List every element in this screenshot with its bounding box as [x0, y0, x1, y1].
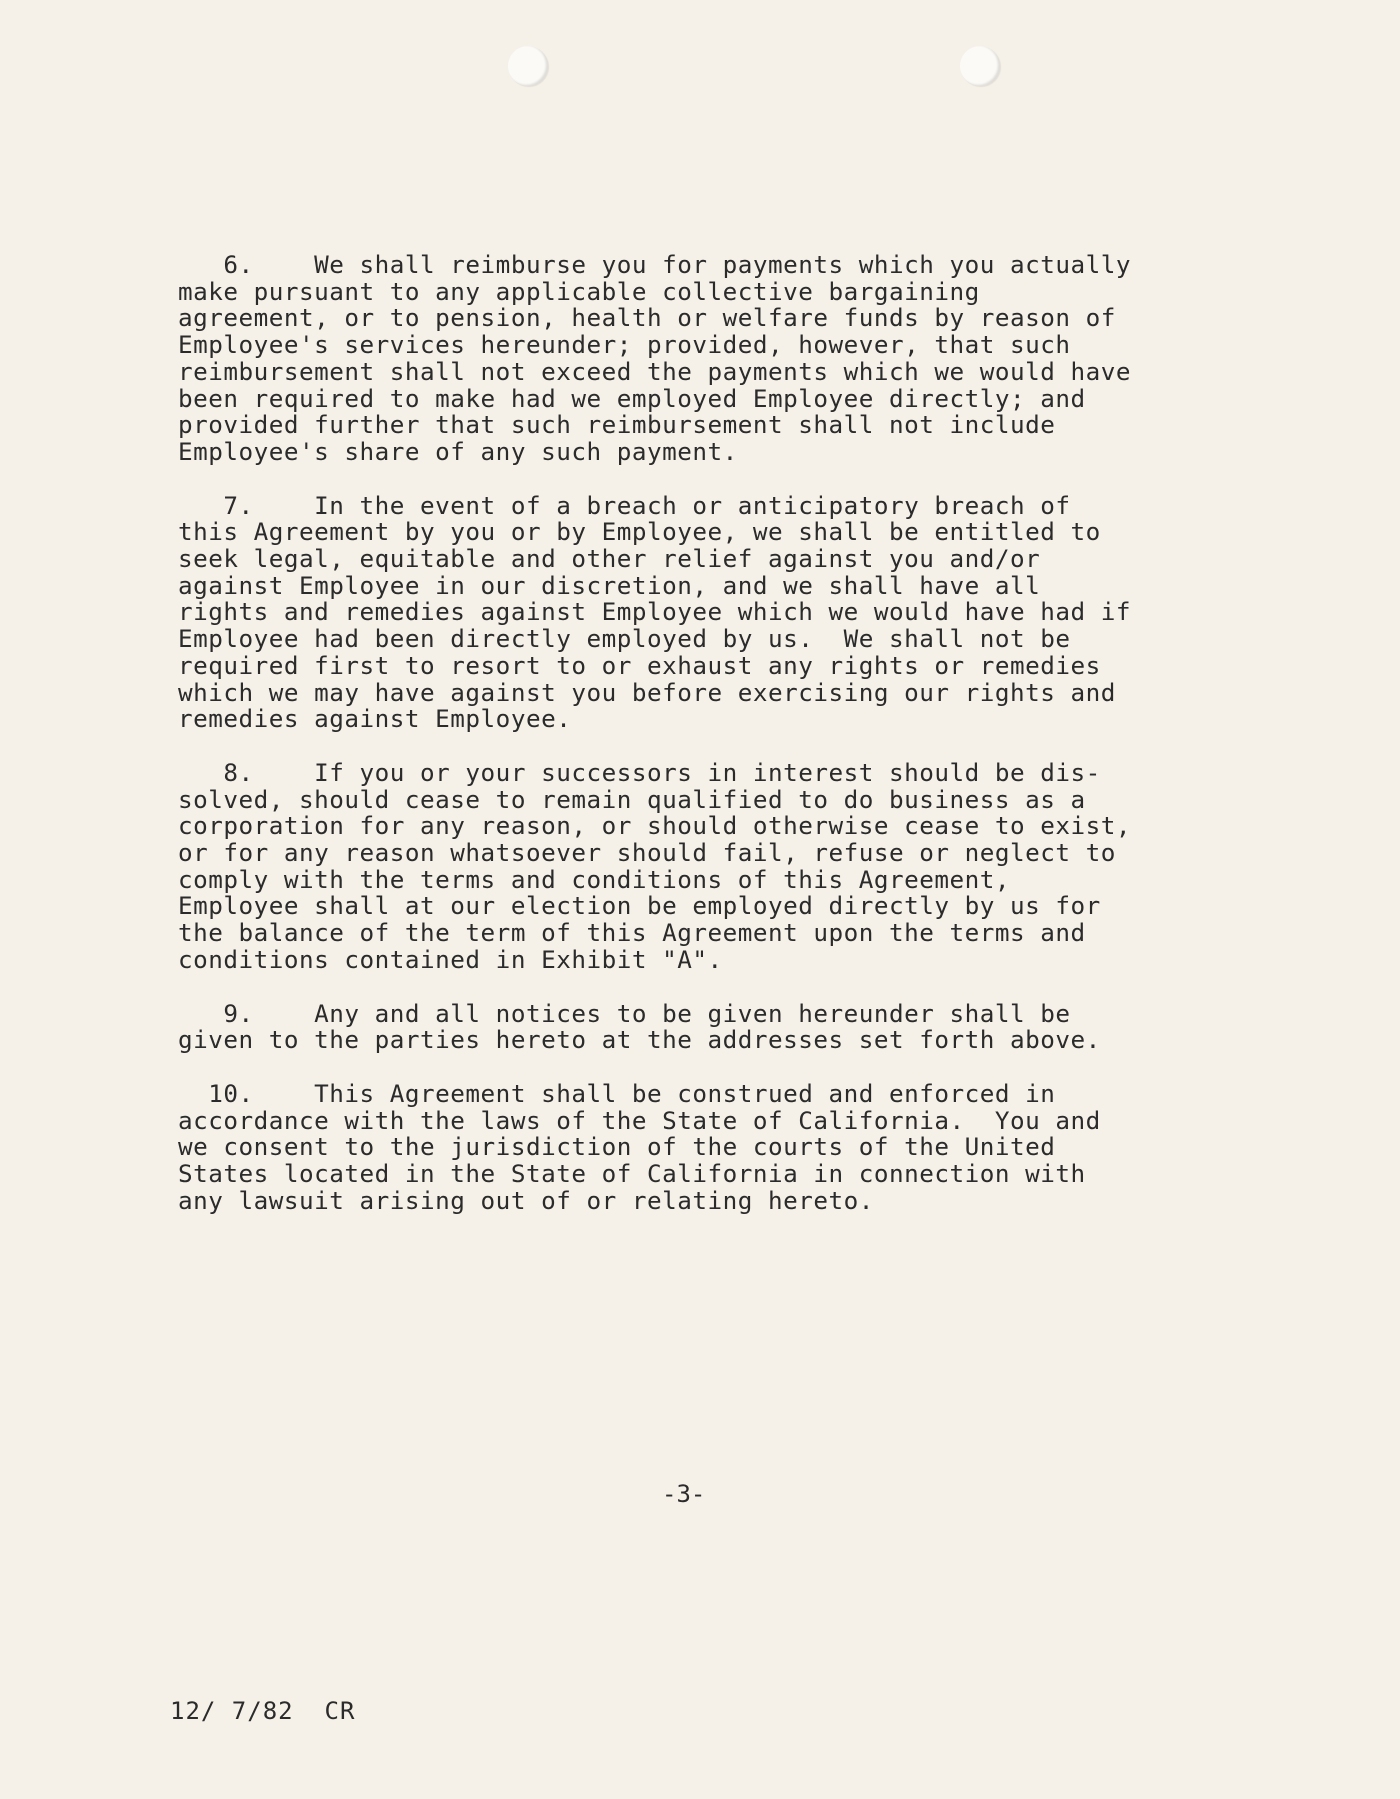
- text-line: 6. We shall reimburse you for payments which you actually: [178, 250, 1132, 279]
- text-line: comply with the terms and conditions of this Agreement,: [178, 864, 1011, 894]
- text-line: Employee shall at our election be employed directly by us for: [178, 891, 1101, 921]
- text-line: agreement, or to pension, health or welfare funds by reason of: [178, 303, 1116, 333]
- text-line: rights and remedies against Employee which we would have had if: [178, 597, 1132, 627]
- text-line: corporation for any reason, or should otherwise cease to exist,: [178, 811, 1132, 841]
- text-line: seek legal, equitable and other relief against you and/or: [178, 544, 1041, 574]
- text-line: which we may have against you before exercising our rights and: [178, 677, 1116, 707]
- text-line: Employee's share of any such payment.: [178, 436, 738, 466]
- paragraph-7: [178, 490, 1258, 734]
- text-line: the balance of the term of this Agreement upon the terms and: [178, 918, 1086, 948]
- document-body: [178, 252, 1258, 1242]
- footer-date-code: 12/ 7/82 CR: [170, 1697, 356, 1725]
- text-line: conditions contained in Exhibit "A".: [178, 944, 723, 974]
- paragraph-9: [178, 998, 1258, 1055]
- text-line: provided further that such reimbursement shall not include: [178, 410, 1056, 440]
- page-number: -3-: [662, 1480, 706, 1508]
- paragraph-6: [178, 252, 1258, 466]
- text-line: against Employee in our discretion, and we shall have all: [178, 570, 1041, 600]
- text-line: we consent to the jurisdiction of the courts of the United: [178, 1132, 1056, 1162]
- text-line: Employee's services hereunder; provided, however, that such: [178, 330, 1071, 360]
- text-line: accordance with the laws of the State of California. You and: [178, 1105, 1101, 1135]
- text-line: given to the parties hereto at the addresses set forth above.: [178, 1025, 1101, 1055]
- text-line: reimbursement shall not exceed the payments which we would have: [178, 356, 1132, 386]
- text-line: 9. Any and all notices to be given hereunder shall be: [178, 998, 1071, 1028]
- text-line: Employee had been directly employed by us. We shall not be: [178, 624, 1071, 654]
- text-line: required first to resort to or exhaust any rights or remedies: [178, 650, 1101, 680]
- text-line: remedies against Employee.: [178, 704, 572, 734]
- text-line: States located in the State of California in connection with: [178, 1159, 1086, 1189]
- text-line: 7. In the event of a breach or anticipatory breach of: [178, 490, 1071, 520]
- text-line: 8. If you or your successors in interest should be dis-: [178, 757, 1101, 787]
- text-line: solved, should cease to remain qualified to do business as a: [178, 784, 1086, 814]
- paragraph-8: [178, 757, 1258, 974]
- text-line: this Agreement by you or by Employee, we shall be entitled to: [178, 517, 1101, 547]
- text-line: any lawsuit arising out of or relating hereto.: [178, 1185, 874, 1215]
- text-line: been required to make had we employed Employee directly; and: [178, 383, 1086, 413]
- text-line: make pursuant to any applicable collective bargaining: [178, 276, 980, 306]
- paragraph-10: [178, 1078, 1258, 1215]
- text-line: 10. This Agreement shall be construed and enforced in: [178, 1078, 1056, 1108]
- punch-hole-left: [508, 46, 548, 86]
- text-line: or for any reason whatsoever should fail, refuse or neglect to: [178, 838, 1116, 868]
- punch-hole-right: [960, 46, 1000, 86]
